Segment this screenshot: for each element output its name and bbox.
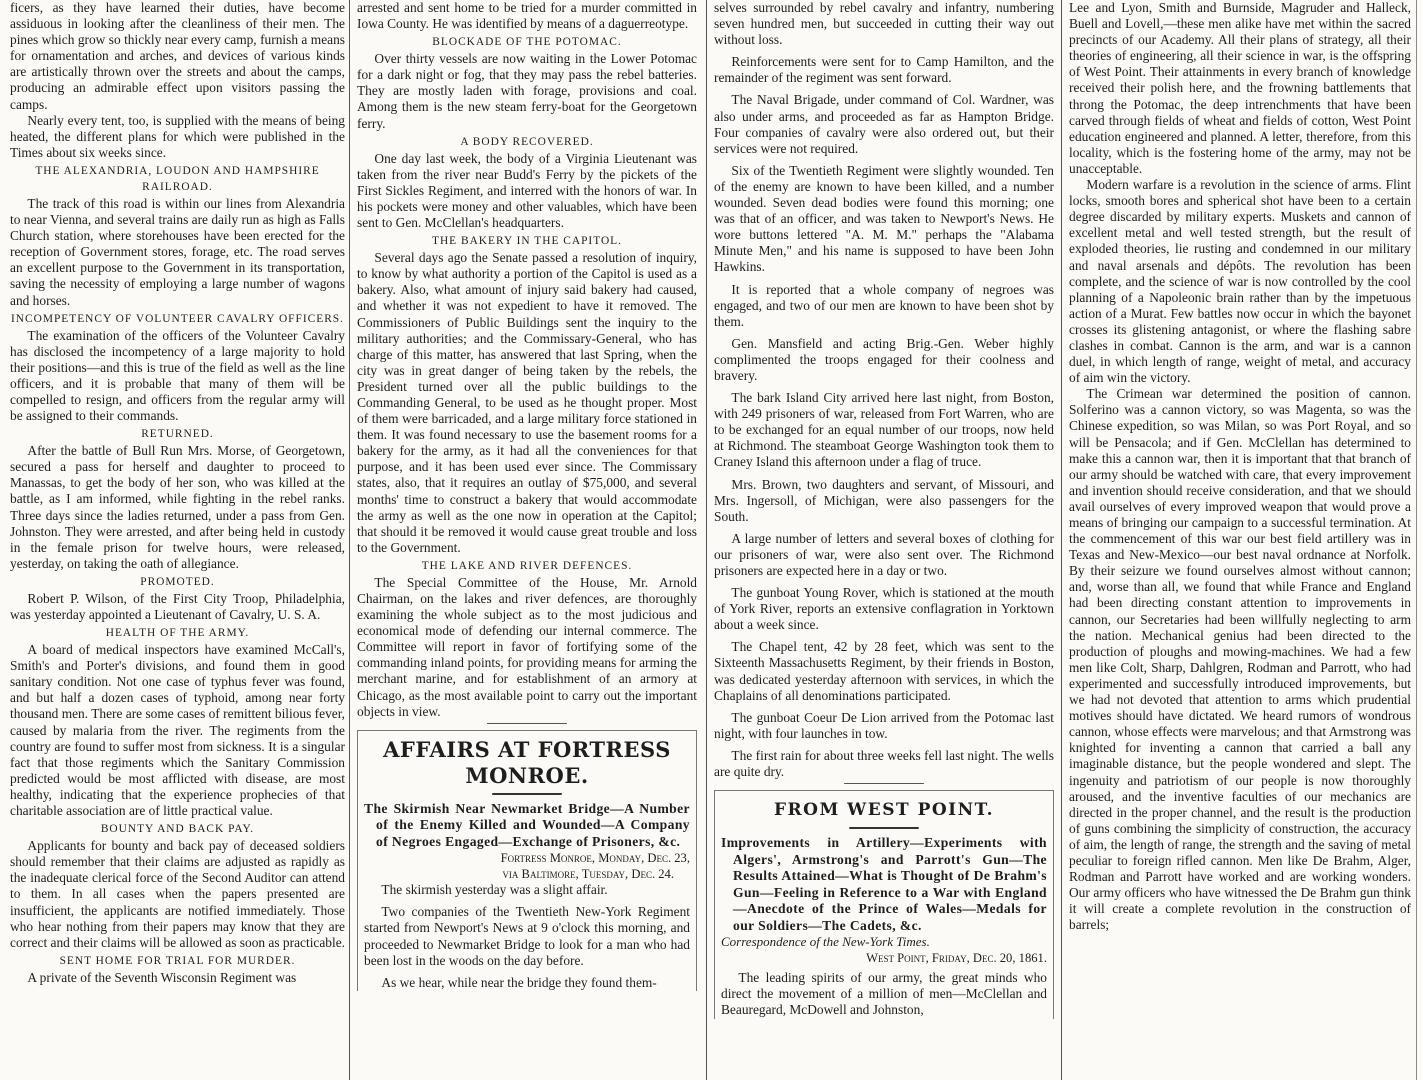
column-1	[10, 0, 345, 1080]
section-heading: BOUNTY AND BACK PAY.	[100, 823, 255, 836]
paragraph: One day last week, the body of a Virginia Lieutenant was taken from the river near Budd's Ferry by the pickets of the First Sickles Regiment, and interred with the honors of war. In his pockets were money and other valuables, which have been sent to Gen. McClellan's headquarters.	[357, 150, 697, 231]
column-3	[714, 0, 1054, 1080]
column-2	[357, 0, 697, 1080]
article-correspondence: Correspondence of the New-York Times.	[721, 934, 930, 950]
article-from-west-point	[714, 790, 1054, 1018]
paragraph: A large number of letters and several boxes of clothing for our prisoners of war, were also sent over. The Richmond prisoners are expected here in a day or two.	[714, 530, 1054, 578]
paragraph: Lee and Lyon, Smith and Burnside, Magruder and Halleck, Buell and Lovell,—these men alike have met within the sacred precincts of our Academy. All their plans of strategy, all their theories of engineering, all their science in war, is the offspring of West Point. Their attainments in every branch of knowledge received their polish here, and the frowning battlements that throng the Potomac, the deep intrenchments that have been carved through fields of wheat and fields of cotton, West Point education engineered and planned. A letter, therefore, from this locality, which is the fostering home of the army, may not be unacceptable.	[1069, 0, 1411, 176]
paragraph: The Chapel tent, 42 by 28 feet, which was sent to the Sixteenth Massachusetts Regiment, by their friends in Boston, was dedicated yesterday afternoon with services, in which the Chaplains of all denominations participated.	[714, 639, 1054, 703]
paragraph: Mrs. Brown, two daughters and servant, of Missouri, and Mrs. Ingersoll, of Michigan, were also passengers for the South.	[714, 476, 1054, 524]
column-divider-3	[1061, 0, 1062, 1080]
paragraph: The Special Committee of the House, Mr. Arnold Chairman, on the lakes and river defences, are thoroughly examining the whole subject as to the most judicious and economical mode of defending our internal commerce. The Committee will report in favor of fortifying some of the commanding inland points, for providing means for arming the merchant marine, and for establishment of an armory at Chicago, as the most available point to carry out the important objects in view.	[357, 574, 697, 719]
section-rule	[487, 723, 567, 724]
column-divider-2	[706, 0, 707, 1080]
column-4	[1069, 0, 1411, 1080]
paragraph: The examination of the officers of the Volunteer Cavalry has disclosed the incompetency of a large majority to hold their positions—and this is true of the field as well as the line officers, and it is probable that many of them will be compelled to resign, and officers from the regular army will be assigned to their commands.	[10, 327, 345, 424]
article-banner: AFFAIRS AT FORTRESS MONROE.	[383, 736, 671, 788]
paragraph: The gunboat Young Rover, which is stationed at the mouth of York River, reports an extensive conflagration in Yorktown about a week since.	[714, 585, 1054, 633]
paragraph: A private of the Seventh Wisconsin Regiment was	[27, 969, 297, 985]
paragraph: Robert P. Wilson, of the First City Troop, Philadelphia, was yesterday appointed a Lieutenant of Cavalry, U. S. A.	[10, 590, 345, 622]
paragraph: It is reported that a whole company of negroes was engaged, and two of our men are known to have been shot by them.	[714, 281, 1054, 329]
paragraph: ficers, as they have learned their duties, have become assiduous in looking after the cleanliness of their men. The pines which grow so thickly near every camp, furnish a means for ornamentation and arches, and devices of various kinds are artistically thrown over the streets and about the camps, producing an admirable effect upon visitors passing the camps.	[10, 0, 345, 112]
section-heading: THE ALEXANDRIA, LOUDON AND HAMPSHIRE RAILROAD.	[35, 164, 320, 193]
section-heading: THE BAKERY IN THE CAPITOL.	[431, 235, 622, 248]
section-heading: PROMOTED.	[140, 575, 215, 588]
paragraph: selves surrounded by rebel cavalry and infantry, numbering seven hundred men, but succeeded in cutting their way out without loss.	[714, 0, 1054, 48]
dateline-line-1: Fortress Monroe, Monday, Dec. 23,	[500, 851, 690, 866]
section-heading: SENT HOME FOR TRIAL FOR MURDER.	[59, 954, 296, 967]
ornament-rule	[492, 793, 562, 795]
article-dateline: West Point, Friday, Dec. 20, 1861.	[866, 951, 1047, 966]
paragraph: After the battle of Bull Run Mrs. Morse, of Georgetown, secured a pass for herself and daughter to proceed to Manassas, to get the body of her son, who was killed at the battle, as I am informed, while fighting in the rebel ranks. Three days since the ladies returned, under a pass from Gen. Johnston. They were arrested, and after being held in custody in the female prison for twelve hours, were released, yesterday, on taking the oath of allegiance.	[10, 443, 345, 571]
dateline-line-2: via Baltimore, Tuesday, Dec. 24.	[502, 867, 674, 882]
paragraph: Gen. Mansfield and acting Brig.-Gen. Weber highly complimented the troops engaged for their coolness and bravery.	[714, 335, 1054, 383]
paragraph: Over thirty vessels are now waiting in the Lower Potomac for a dark night or fog, that they may pass the rebel batteries. They are mostly laden with forage, provisions and coal. Among them is the new steam ferry-boat for the Georgetown ferry.	[357, 51, 697, 131]
paragraph: The bark Island City arrived here last night, from Boston, with 249 prisoners of war, released from Fort Warren, who are to be exchanged for an equal number of our troops, now held at Richmond. The steamboat George Washington took them to Craney Island this afternoon under a flag of truce.	[714, 390, 1054, 470]
section-heading: A BODY RECOVERED.	[460, 135, 594, 148]
paragraph: The gunboat Coeur De Lion arrived from the Potomac last night, with four launches in tow.	[714, 709, 1054, 741]
paragraph: Modern warfare is a revolution in the science of arms. Flint locks, smooth bores and spherical shot have been to a certain degree discarded by military experts. Muskets and cannon of excellent metal and well tested strength, but the result of exploded theories, lie rusting and condemned in our military and naval arsenals and dépôts. The revolution has been complete, and the science of war is now controlled by the cool planning of a Napoleonic brain rather than by the impetuous action of a Murat. Few battles now occur in which the bayonet crosses its glistening antagonist, or where the flashing sabre clashes in combat. Cannon is the arm, and war is a cannon duel, in which length of range, weight of metal, and accuracy of aim win the victory.	[1069, 177, 1411, 386]
paragraph: Nearly every tent, too, is supplied with the means of being heated, the different plans for which were published in the Times about six weeks since.	[10, 112, 345, 160]
paragraph: Several days ago the Senate passed a resolution of inquiry, to know by what authority a portion of the Capitol is used as a bakery. Also, what amount of injury said bakery had caused, and whether it was not expedient to have it removed. The Commissioners of Public Buildings sent the inquiry to the military authorities; and the Commissary-General, who has charge of this matter, has answered that last Spring, when the city was in great danger of being taken by the rebels, the President turned over all the public buildings to the Commanding General, to be used as he thought proper. Most of them were barricaded, and a large military force stationed in them. It was found necessary to use the basement rooms for a bakery for the army, as it had all the conveniences for that purpose, and it has been used ever since. The Commissary states, also, that it requires an outlay of $75,000, and several months' time to construct a bakery that would accommodate the army as well as the one now in operation at the Capitol; that should it be removed it would cause great trouble and loss to the Government.	[357, 250, 697, 555]
article-dateline	[364, 850, 690, 882]
column-2-body	[357, 0, 697, 720]
section-heading: INCOMPETENCY OF VOLUNTEER CAVALRY OFFICERS.	[11, 312, 344, 325]
section-rule	[844, 783, 924, 784]
paragraph: A board of medical inspectors have examined McCall's, Smith's and Porter's divisions, and found them in good sanitary condition. Not one case of typhus fever was found, and but half a dozen cases of typhoid, among near forty thousand men. There are some cases of remittent bilious fever, caused by malaria from the river. The regiments from the country are found to suffer most from sickness. It is a singular fact that those regiments which the Sanitary Commission predicted would be most afflicted with disease, are most healthy, indicating that the experience prophecies of that charitable association are of little practical value.	[10, 642, 345, 819]
paragraph: The Naval Brigade, under command of Col. Wardner, was also under arms, and proceeded as far as Hampton Bridge. Four companies of cavalry were also ordered out, but their services were not required.	[714, 92, 1054, 156]
section-heading: HEALTH OF THE ARMY.	[105, 627, 250, 640]
paragraph: arrested and sent home to be tried for a murder committed in Iowa County. He was identified by means of a daguerreotype.	[357, 0, 697, 32]
section-heading: BLOCKADE OF THE POTOMAC.	[432, 36, 622, 49]
article-deck: Improvements in Artillery—Experiments with Algers', Armstrong's and Parrott's Gun—The Results Attained—What is Thought of De Brahm's Gun—Feeling in Reference to a War with England—Anecdote of the Prince of Wales—Medals for our Soldiers—The Cadets, &c.	[721, 835, 1047, 933]
paragraph: Reinforcements were sent for to Camp Hamilton, and the remainder of the regiment was sent forward.	[714, 54, 1054, 86]
article-fortress-monroe	[357, 730, 697, 991]
article-paragraph: The leading spirits of our army, the great minds who direct the movement of a million of men—McClellan and Beauregard, McDowell and Johnston,	[721, 970, 1047, 1018]
column-3-body	[714, 0, 1054, 780]
paragraph: The first rain for about three weeks fell last night. The wells are quite dry.	[714, 747, 1054, 780]
section-heading: RETURNED.	[141, 428, 214, 441]
column-divider-1	[349, 0, 350, 1080]
paragraph: The track of this road is within our lines from Alexandria to near Vienna, and several trains are daily run as high as Falls Church station, where storehouses have been erected for the reception of Government stores, forage, etc. The road serves an excellent purpose to the Government in its transportation, saving the necessity of employing a large number of wagons and horses.	[10, 195, 345, 308]
ornament-rule	[849, 827, 919, 829]
article-paragraph: As we hear, while near the bridge they found them-	[381, 974, 657, 990]
paragraph: Six of the Twentieth Regiment were slightly wounded. Ten of the enemy are known to have been killed, and a number wounded. Seven dead bodies were found this morning; one was that of an officer, and was taken to Newport's News. He wore buttons lettered "A. M. M." perhaps the "Alabama Minute Men," and his name is supposed to have been John Hawkins.	[714, 162, 1054, 275]
article-banner: FROM WEST POINT.	[773, 800, 995, 821]
paragraph: The Crimean war determined the position of cannon. Solferino was a cannon victory, so was Magenta, so was the Chinese expedition, so was Milan, so was Port Royal, and so will be Pensacola; and if Gen. McClellan has determined to make this a cannon war, then it is important that that branch of our army should be watched with care, that every improvement and invention should receive consideration, and that we should avail ourselves of every improved weapon that would prove a means of bringing our campaign to a successful termination. At the commencement of this war our best field artillery was in Texas and New-Mexico—our best naval ordnance at Norfolk. By their seizure we found ourselves almost without cannon; and, worse than all, we found that while France and England had been directing constant attention to improvements in cannon, our Secretaries had been willfully neglecting to arm the nation. Mechanical genius had been directed to the production of ploughs and mowing-machines. We had a few men like Colt, Sharp, Dahlgren, Rodman and Parrott, who had experimented and successfully introduced improvements, but we had not devoted that attention to arms which prudential motives should have dictated. We heard rumors of wondrous cannon, whose effects were marvelous; and that Armstrong was knighted for inventing a cannon that carried a ball any imaginable distance, but the people wondered and slept. The ingenuity and patriotism of our people is now thoroughly aroused, and the inventive faculties of our mechanics are directed in the proper channel, and the result is the production of guns combining the simplicity of construction, the accuracy of aim, the length of range, the strength and the saving of metal peculiar to foreign rifled cannon. Men like De Brahm, Alger, Rodman and Parrott have worked and are working wonders. Our army officers who have witnessed the De Brahm gun think it will create a complete revolution in the construction of barrels;	[1069, 386, 1411, 933]
article-paragraph: The skirmish yesterday was a slight affair.	[381, 882, 608, 898]
paragraph: Applicants for bounty and back pay of deceased soldiers should remember that their claims are adjusted as rapidly as the inadequate clerical force of the Second Auditor can attend to them. In all cases when the papers presented are insufficient, the applicants are notified immediately. Those who hear nothing from their papers may know that they are correct and their claims will be allowed as soon as practicable.	[10, 838, 345, 950]
article-paragraph: Two companies of the Twentieth New-York Regiment started from Newport's News at 9 o'clock this morning, and proceeded to Newmarket Bridge to look for a man who had been lost in the woods on the day before.	[364, 904, 690, 968]
section-heading: THE LAKE AND RIVER DEFENCES.	[421, 559, 633, 572]
article-deck: The Skirmish Near Newmarket Bridge—A Number of the Enemy Killed and Wounded—A Company of Negroes Engaged—Exchange of Prisoners, &c.	[364, 800, 690, 849]
page-edge-rule	[1416, 0, 1417, 1080]
